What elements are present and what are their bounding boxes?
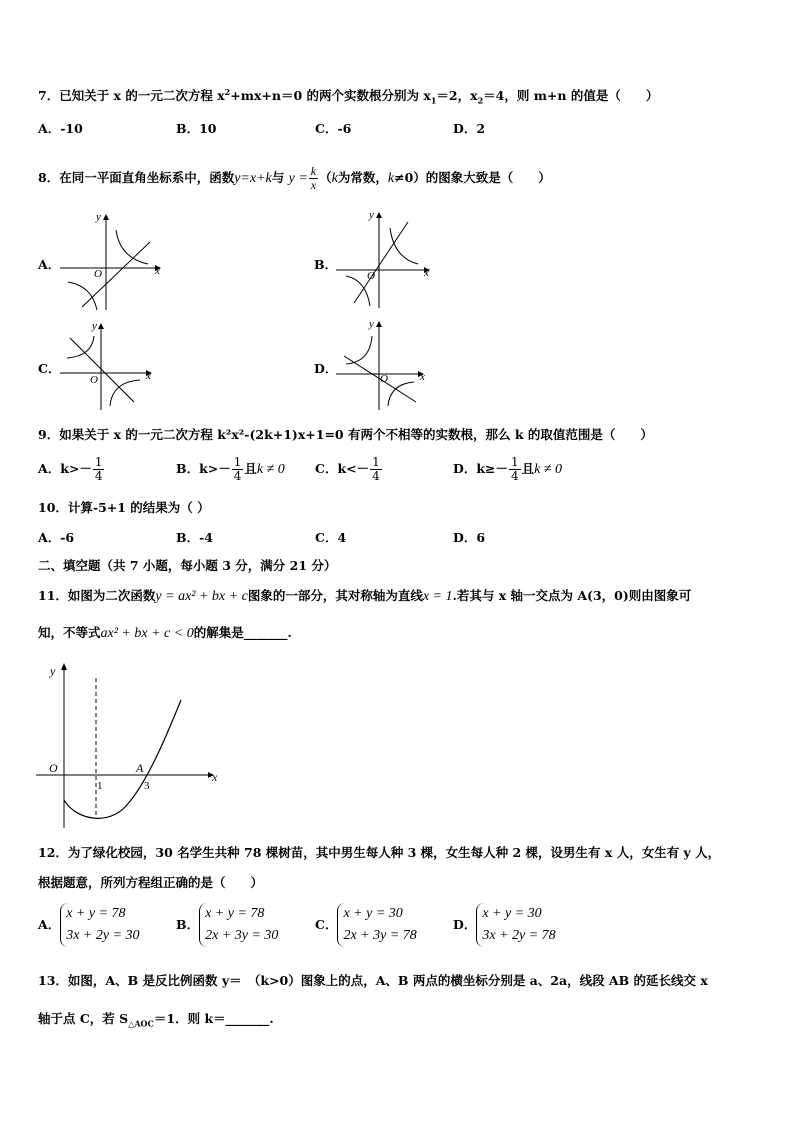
- q12-option-d[interactable]: D．x + y = 30 3x + 2y = 78: [453, 903, 556, 947]
- q12-option-a[interactable]: A．x + y = 78 3x + 2y = 30: [38, 903, 140, 947]
- axis-x-label: x: [146, 370, 151, 382]
- q7-option-d[interactable]: D．2: [453, 121, 486, 136]
- q8-graph-d: [336, 318, 436, 412]
- q8-stem: 8．在同一平面直角坐标系中，函数y=x+k与 y = $\frac{k}{x}$ （k为常数，k≠0）的图象大致是（ ）: [38, 164, 551, 192]
- section-heading: 二、填空题（共 7 小题，每小题 3 分，满分 21 分）: [38, 558, 337, 573]
- q7-option-c[interactable]: C．-6: [315, 121, 352, 136]
- q9-option-c[interactable]: C．k<－ $\frac{1}{4}$: [315, 455, 380, 483]
- q10-option-a[interactable]: A．-6: [38, 530, 75, 545]
- q10-stem: 10．计算-5+1 的结果为（ ）: [38, 500, 210, 515]
- axis-y-label: y: [369, 318, 374, 330]
- axis-y-label: y: [96, 211, 101, 223]
- tick-3-label: 3: [144, 780, 150, 792]
- graph-x-label: x: [212, 770, 218, 784]
- q10-option-d[interactable]: D．6: [453, 530, 486, 545]
- q8-graph-a: [60, 210, 165, 312]
- q10-option-b[interactable]: B．-4: [176, 530, 213, 545]
- q8-option-a[interactable]: A．: [38, 257, 61, 272]
- q12-line2: 根据题意，所列方程组正确的是（ ）: [38, 875, 264, 890]
- origin-label: O: [90, 374, 98, 386]
- origin-label: O: [380, 373, 388, 385]
- q11-parabola-graph: [36, 658, 226, 833]
- q9-option-a[interactable]: A．k>－ $\frac{1}{4}$: [38, 455, 103, 483]
- q9-option-d[interactable]: D．k≥－ $\frac{1}{4}$ 且k ≠ 0: [453, 455, 563, 483]
- axis-x-label: x: [155, 265, 160, 277]
- q8-option-c[interactable]: C．: [38, 361, 61, 376]
- axis-x-label: x: [424, 267, 429, 279]
- q12-option-b[interactable]: B．x + y = 78 2x + 3y = 30: [176, 903, 278, 947]
- graph-origin-label: O: [49, 761, 58, 775]
- q8-option-b[interactable]: B．: [314, 257, 338, 272]
- graph-y-label: y: [50, 664, 56, 678]
- q7-option-b[interactable]: B．10: [176, 121, 217, 136]
- q8-graph-c: [60, 320, 160, 412]
- q8-fraction: $\frac{k}{x}$: [310, 164, 317, 192]
- q9-option-b[interactable]: B．k>－ $\frac{1}{4}$ 且k ≠ 0: [176, 455, 285, 483]
- q13-line2: 轴于点 C，若 $S_{\triangle AOC}=1$．则 k＝_______.: [38, 1011, 274, 1029]
- axis-y-label: y: [369, 209, 374, 221]
- tick-1-label: 1: [97, 780, 103, 792]
- axis-x-label: x: [420, 371, 425, 383]
- point-a-label: A: [136, 761, 144, 775]
- axis-y-label: y: [92, 320, 97, 332]
- origin-label: O: [367, 270, 375, 282]
- q10-option-c[interactable]: C．4: [315, 530, 347, 545]
- q11-line2: 知，不等式ax² + bx + c < 0的解集是_______.: [38, 625, 292, 641]
- q12-option-c[interactable]: C．x + y = 30 2x + 3y = 78: [315, 903, 417, 947]
- q8-option-d[interactable]: D．: [314, 361, 338, 376]
- q7-option-a[interactable]: A．-10: [38, 121, 83, 136]
- q11-line1: 11．如图为二次函数y = ax² + bx + c图象的一部分，其对称轴为直线x = 1.若其与 x 轴一交点为 A(3，0)则由图象可: [38, 588, 692, 604]
- q12-line1: 12．为了绿化校园，30 名学生共种 78 棵树苗，其中男生每人种 3 棵，女生每人种 2 棵，设男生有 x 人，女生有 y 人，: [38, 845, 721, 860]
- q7-stem: 7．已知关于 x 的一元二次方程 $x^2+mx+n=0$ 的两个实数根分别为 $x_1=2$，$x_2=4$，则 m+n 的值是（ ）: [38, 87, 659, 106]
- q9-stem: 9．如果关于 x 的一元二次方程 k²x²-(2k+1)x+1=0 有两个不相等的实数根，那么 k 的取值范围是（ ）: [38, 427, 653, 442]
- q8-graph-b: [336, 208, 436, 310]
- origin-label: O: [94, 268, 102, 280]
- q13-line1: 13．如图，A、B 是反比例函数 y＝ （k>0）图象上的点，A、B 两点的横坐标分别是 a、2a，线段 AB 的延长线交 x: [38, 973, 708, 988]
